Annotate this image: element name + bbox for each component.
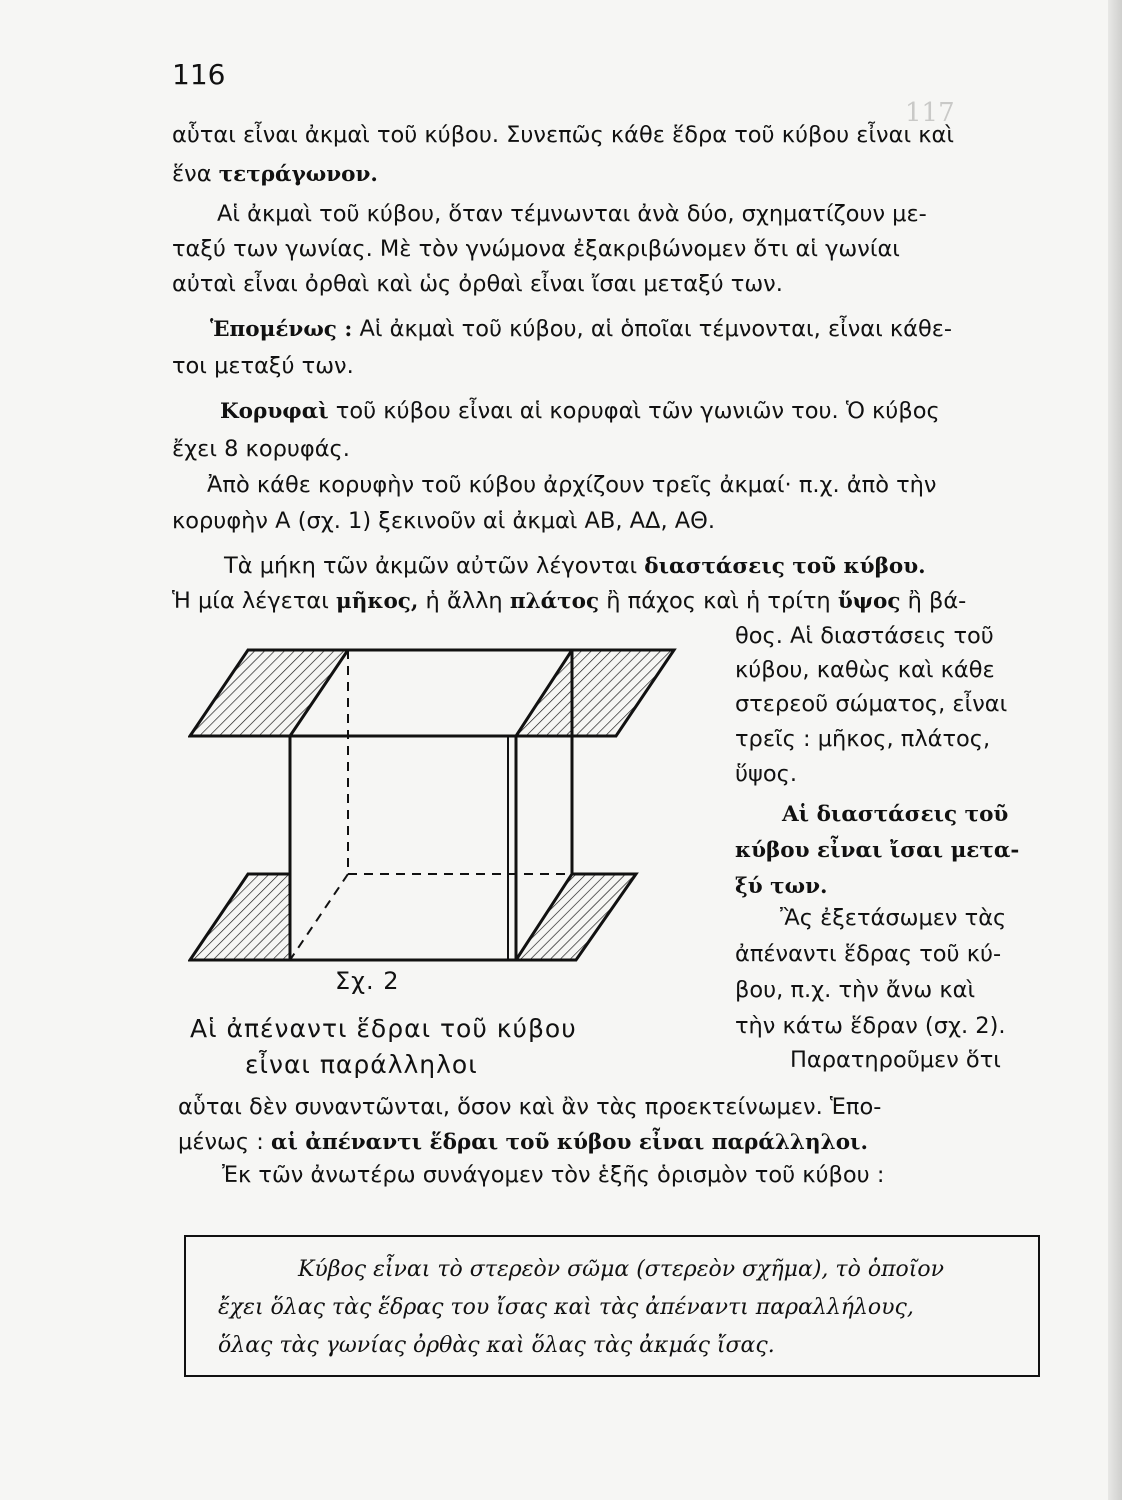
- definition-box: [184, 1235, 1040, 1377]
- term-parallel-faces: αἱ ἀπέναντι ἕδραι τοῦ κύβου εἶναι παράλληλοι.: [270, 1130, 868, 1155]
- figure-label: Σχ. 2: [335, 967, 400, 995]
- bleed-through-page-number: 117: [905, 98, 955, 128]
- text-line: μένως : αἱ ἀπέναντι ἕδραι τοῦ κύβου εἶναι παράλληλοι.: [178, 1129, 868, 1155]
- definition-line: ἔχει ὅλας τὰς ἕδρας του ἴσας καὶ τὰς ἀπέναντι παραλλήλους,: [218, 1295, 914, 1320]
- text-line: Ἀπὸ κάθε κορυφὴν τοῦ κύβου ἀρχίζουν τρεῖς ἀκμαί· π.χ. ἀπὸ τὴν: [207, 472, 937, 498]
- side-text-line: τὴν κάτω ἕδραν (σχ. 2).: [735, 1013, 1006, 1039]
- figure-caption-line: Αἱ ἀπέναντι ἕδραι τοῦ κύβου: [190, 1014, 577, 1043]
- definition-line: Κύβος εἶναι τὸ στερεὸν σῶμα (στερεὸν σχῆμα), τὸ ὁποῖον: [298, 1257, 945, 1282]
- term-length: μῆκος,: [335, 589, 419, 614]
- text-line: αὗται δὲν συναντῶνται, ὅσον καὶ ἂν τὰς προεκτείνωμεν. Ἑπο-: [178, 1094, 882, 1120]
- cube-figure-2: [188, 638, 688, 968]
- side-text-line: στερεοῦ σώματος, εἶναι: [735, 691, 1008, 717]
- text-line: ἔχει 8 κορυφάς.: [172, 436, 350, 462]
- side-text-line: τρεῖς : μῆκος, πλάτος,: [735, 726, 991, 752]
- side-text-line: βου, π.χ. τὴν ἄνω καὶ: [735, 977, 976, 1003]
- top-face: [190, 650, 674, 736]
- text-line: Ἑπομένως : Αἱ ἀκμαὶ τοῦ κύβου, αἱ ὁποῖαι τέμνονται, εἶναι κάθε-: [210, 316, 953, 342]
- side-text-line: ὕψος.: [735, 761, 797, 787]
- text-line: Κορυφαὶ τοῦ κύβου εἶναι αἱ κορυφαὶ τῶν γωνιῶν του. Ὁ κύβος: [220, 398, 940, 424]
- side-text-line: κύβου, καθὼς καὶ κάθε: [735, 657, 995, 683]
- side-text-line-bold: κύβου εἶναι ἴσαι μετα-: [735, 838, 1020, 863]
- text-line: τοι μεταξύ των.: [172, 353, 354, 379]
- vertical-edges: [290, 650, 572, 960]
- term-dimensions: διαστάσεις τοῦ κύβου.: [644, 554, 926, 579]
- term-therefore: Ἑπομένως :: [210, 317, 353, 342]
- figure-caption-line: εἶναι παράλληλοι: [245, 1050, 478, 1079]
- page-number: 116: [172, 58, 226, 91]
- side-text-line: Παρατηροῦμεν ὅτι: [790, 1047, 1001, 1073]
- term-width: πλάτος: [509, 589, 600, 614]
- term-vertices: Κορυφαὶ: [220, 399, 329, 424]
- text-line: Αἱ ἀκμαὶ τοῦ κύβου, ὅταν τέμνωνται ἀνὰ δύο, σχηματίζουν με-: [217, 201, 927, 227]
- side-text-line: θος. Αἱ διαστάσεις τοῦ: [735, 623, 994, 649]
- term-square: τετράγωνον.: [218, 162, 378, 187]
- term-height: ὕψος: [837, 589, 901, 614]
- text-line: αὗται εἶναι ἀκμαὶ τοῦ κύβου. Συνεπῶς κάθε ἕδρα τοῦ κύβου εἶναι καὶ: [172, 122, 954, 148]
- side-text-line: Ἂς ἐξετάσωμεν τὰς: [780, 905, 1007, 931]
- text-line: ταξύ των γωνίας. Μὲ τὸν γνώμονα ἐξακριβώνομεν ὅτι αἱ γωνίαι: [172, 236, 900, 262]
- hidden-edges: [290, 650, 572, 960]
- bottom-face: [190, 874, 636, 960]
- text-line: Τὰ μήκη τῶν ἀκμῶν αὐτῶν λέγονται διαστάσεις τοῦ κύβου.: [224, 553, 926, 579]
- text-line: κορυφὴν Α (σχ. 1) ξεκινοῦν αἱ ἀκμαὶ ΑΒ, ΑΔ, ΑΘ.: [172, 508, 716, 534]
- side-text-line-bold: Αἱ διαστάσεις τοῦ: [782, 802, 1009, 827]
- text-line: Ἡ μία λέγεται μῆκος, ἡ ἄλλη πλάτος ἢ πάχος καὶ ἡ τρίτη ὕψος ἢ βά-: [172, 588, 967, 614]
- text-line: ἕνα τετράγωνον.: [172, 161, 378, 187]
- text-line: αὐταὶ εἶναι ὀρθαὶ καὶ ὡς ὀρθαὶ εἶναι ἴσαι μεταξύ των.: [172, 271, 783, 297]
- side-text-line: ἀπέναντι ἕδρας τοῦ κύ-: [735, 941, 1002, 967]
- definition-line: ὅλας τὰς γωνίας ὀρθὰς καὶ ὅλας τὰς ἀκμάς ἴσας.: [218, 1333, 775, 1358]
- page-edge-shadow: [1108, 0, 1122, 1500]
- text-line: Ἐκ τῶν ἀνωτέρω συνάγομεν τὸν ἑξῆς ὁρισμὸν τοῦ κύβου :: [222, 1162, 885, 1188]
- side-text-line-bold: ξύ των.: [735, 874, 828, 899]
